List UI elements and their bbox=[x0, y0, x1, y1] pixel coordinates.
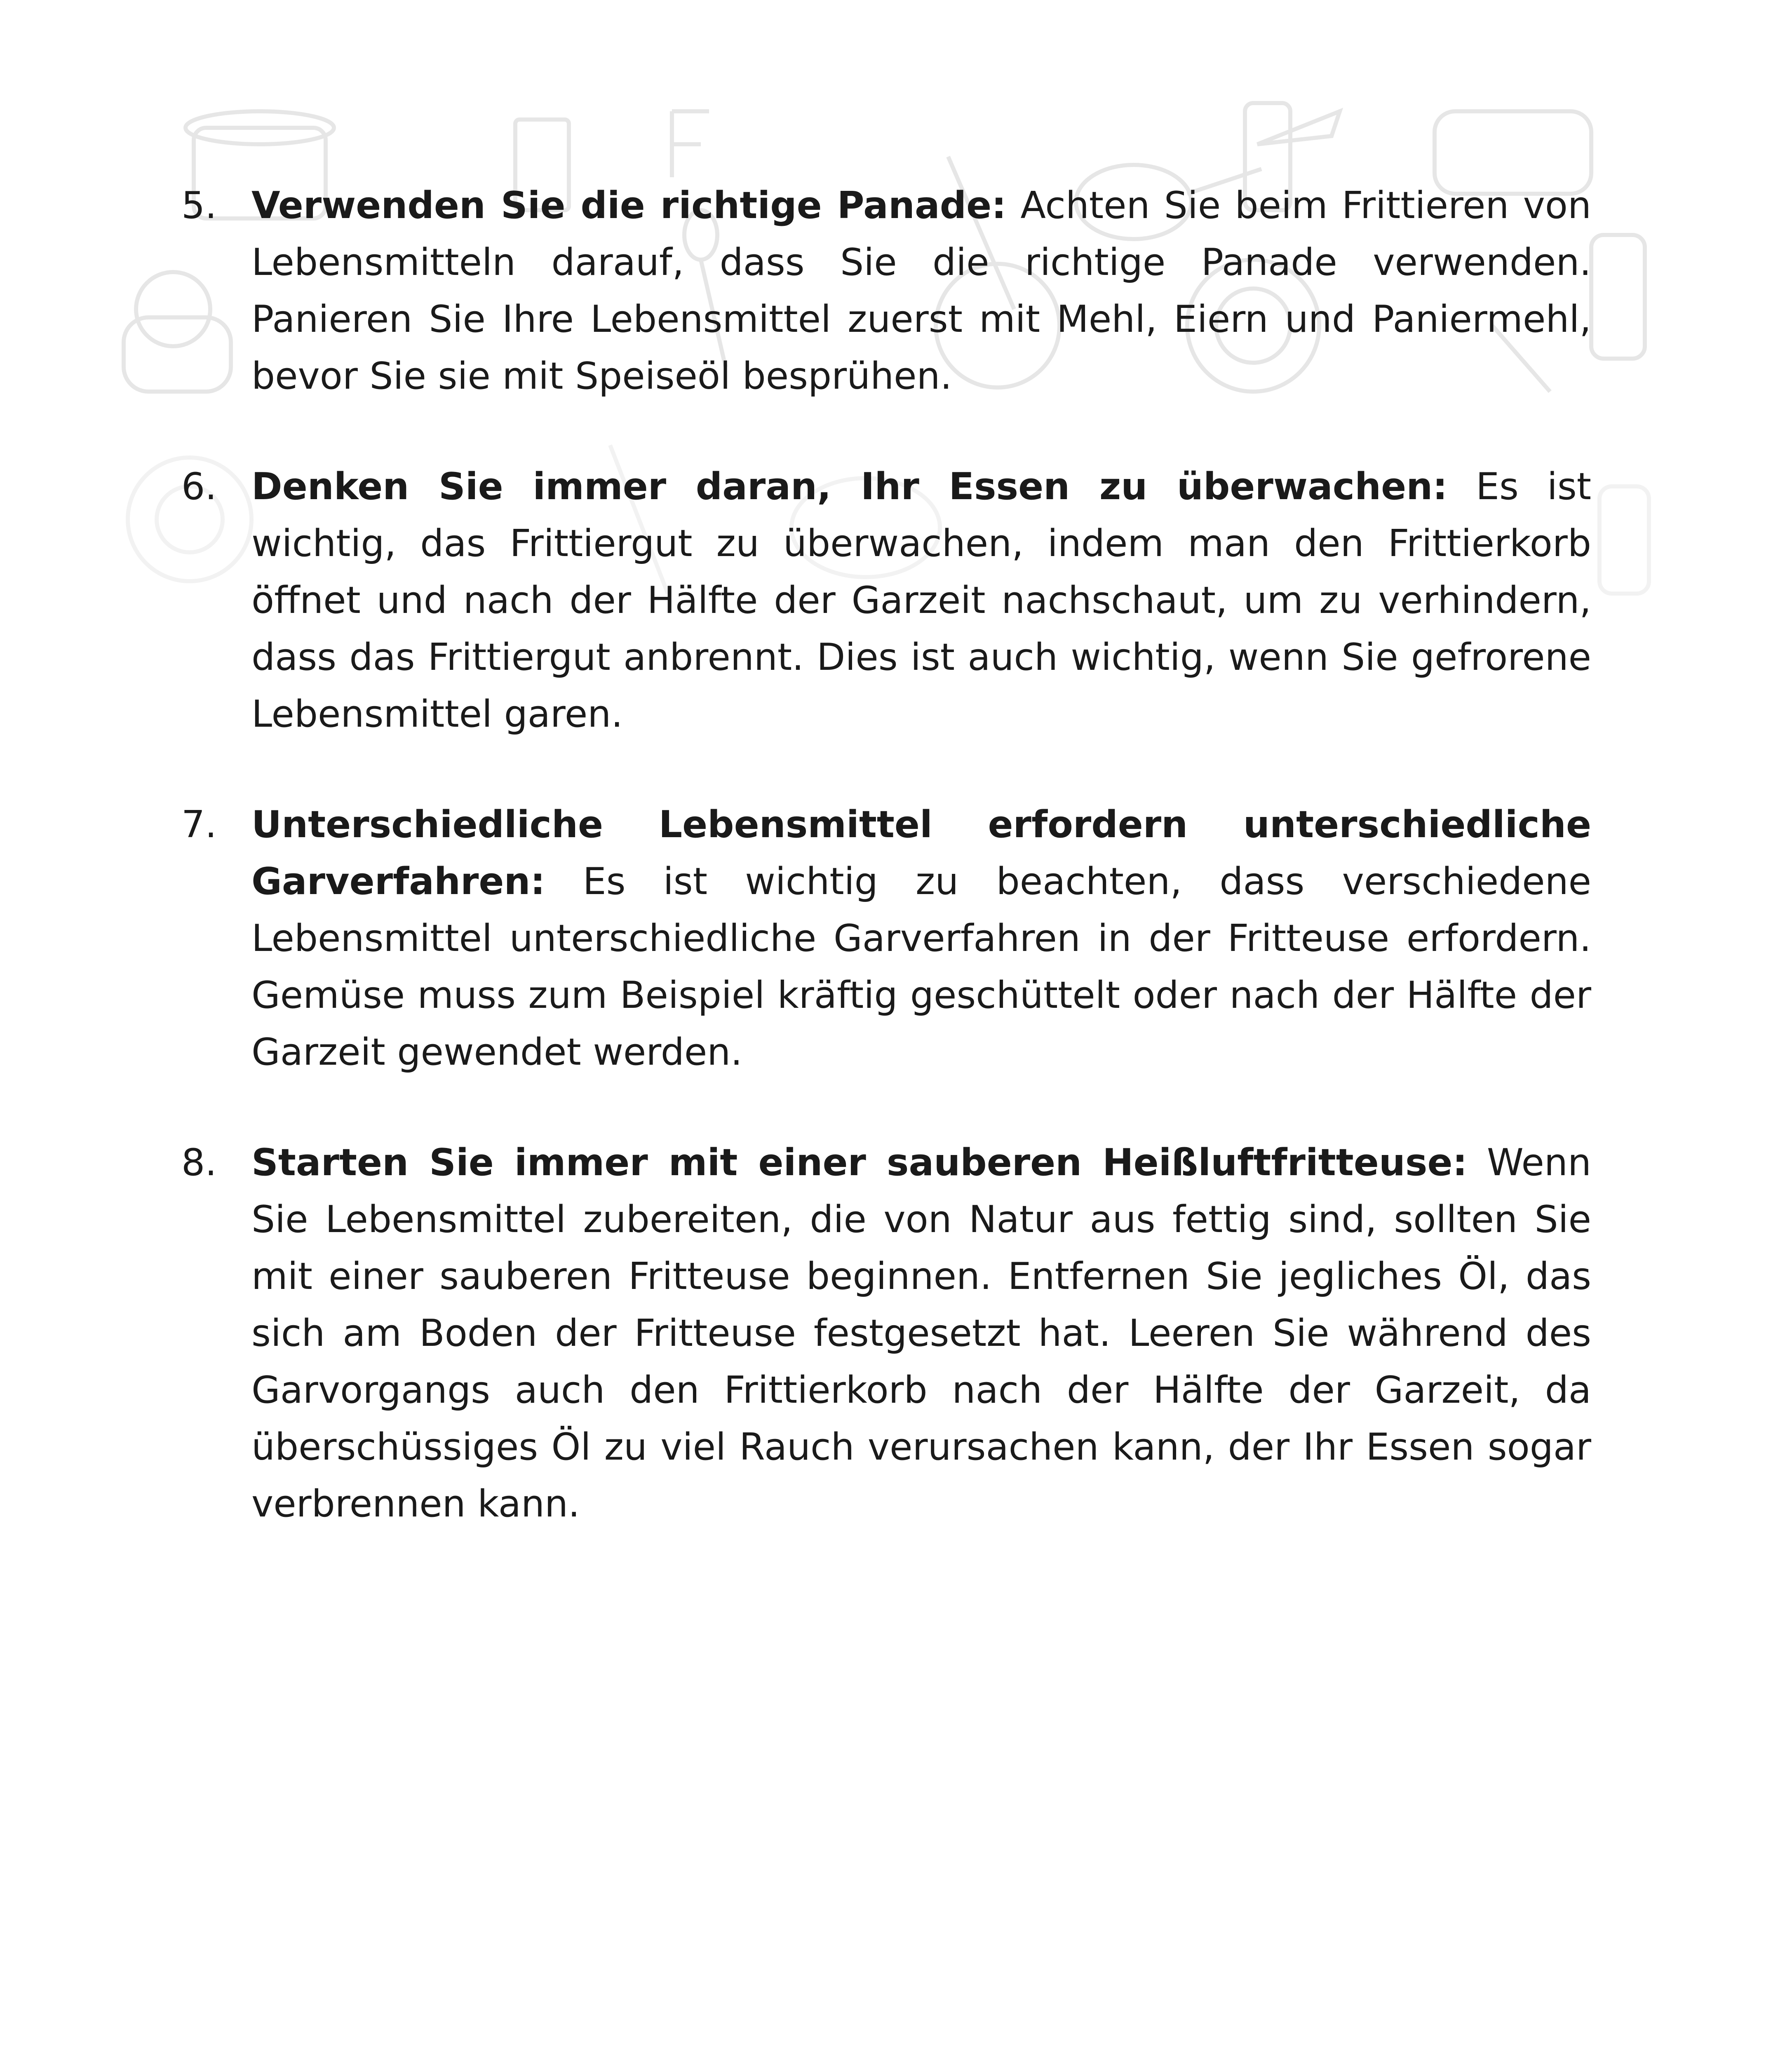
tips-list bbox=[181, 177, 1591, 1586]
list-item bbox=[181, 177, 1591, 405]
list-item-heading: Starten Sie immer mit einer sauberen Heißluftfritteuse: bbox=[251, 1141, 1468, 1184]
list-item-heading: Denken Sie immer daran, Ihr Essen zu überwachen: bbox=[251, 465, 1448, 508]
list-item-heading: Unterschiedliche Lebensmittel erfordern unterschiedliche Garverfahren: bbox=[251, 803, 1591, 903]
list-item bbox=[181, 796, 1591, 1081]
list-item-number: 6. bbox=[181, 465, 217, 508]
list-item-text bbox=[251, 1134, 1591, 1533]
list-item-heading: Verwenden Sie die richtige Panade: bbox=[251, 184, 1007, 227]
list-item-number: 8. bbox=[181, 1141, 217, 1184]
list-item-body: Achten Sie beim Frittieren von Lebensmitteln darauf, dass Sie die richtige Panade verwenden. Panieren Sie Ihre Lebensmittel zuerst mit Mehl, Eiern und Paniermehl, bevor Sie sie mit Speiseöl besprühen. bbox=[251, 184, 1591, 398]
list-item bbox=[181, 1134, 1591, 1533]
list-item-text bbox=[251, 796, 1591, 1081]
list-item-number: 7. bbox=[181, 803, 217, 846]
list-item-text bbox=[251, 177, 1591, 405]
list-item-text bbox=[251, 458, 1591, 743]
list-item-number: 5. bbox=[181, 184, 217, 227]
list-item-body: Wenn Sie Lebensmittel zubereiten, die von Natur aus fettig sind, sollten Sie mit einer sauberen Fritteuse beginnen. Entfernen Sie jegliches Öl, das sich am Boden der Fritteuse festgesetzt hat. Leeren Sie während des Garvorgangs auch den Frittierkorb nach der Hälfte der Garzeit, da überschüssiges Öl zu viel Rauch verursachen kann, der Ihr Essen sogar verbrennen kann. bbox=[251, 1141, 1591, 1526]
list-item-body: Es ist wichtig, das Frittiergut zu überwachen, indem man den Frittierkorb öffnet und nach der Hälfte der Garzeit nachschaut, um zu verhindern, dass das Frittiergut anbrennt. Dies ist auch wichtig, wenn Sie gefrorene Lebensmittel garen. bbox=[251, 465, 1591, 736]
list-item-body: Es ist wichtig zu beachten, dass verschiedene Lebensmittel unterschiedliche Garverfahren in der Fritteuse erfordern. Gemüse muss zum Beispiel kräftig geschüttelt oder nach der Hälfte der Garzeit gewendet werden. bbox=[251, 860, 1591, 1074]
list-item bbox=[181, 458, 1591, 743]
